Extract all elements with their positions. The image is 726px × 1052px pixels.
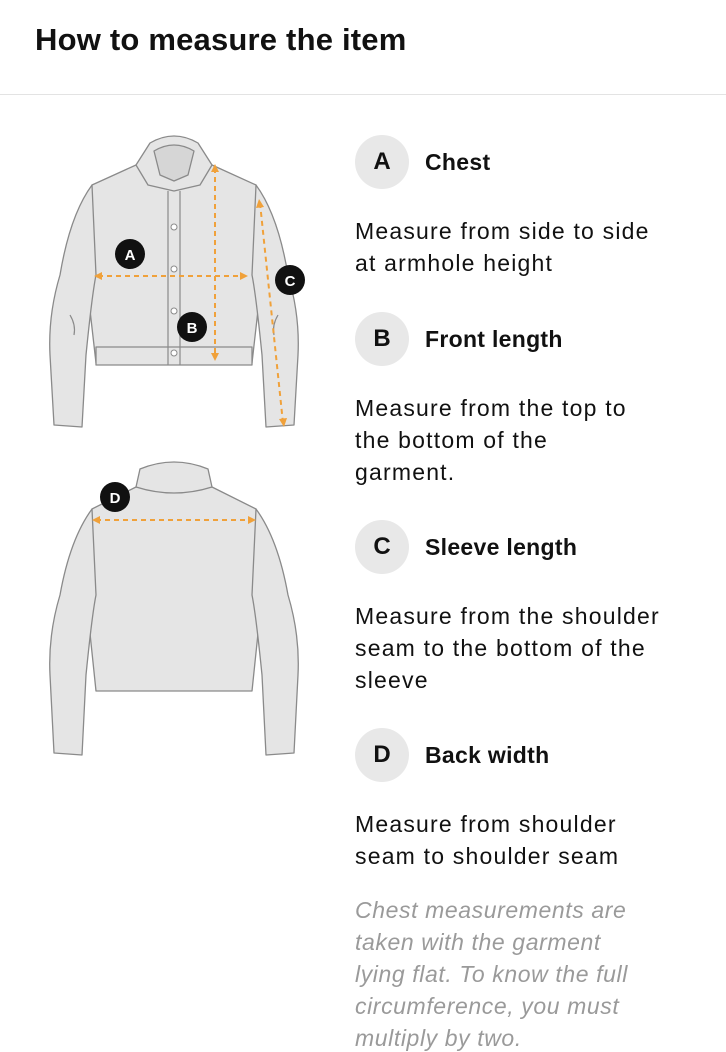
measurement-description — [355, 215, 715, 279]
measurement-back-width — [355, 728, 715, 872]
measurement-chest — [355, 135, 715, 279]
jacket-back-left-sleeve — [50, 509, 96, 755]
note-line: taken with the garment — [355, 929, 601, 955]
svg-text:B: B — [186, 320, 198, 337]
measurement-front-length — [355, 312, 715, 488]
jacket-front-collar-inner — [154, 145, 194, 181]
measurement-description — [355, 808, 715, 872]
jacket-back-right-sleeve — [252, 509, 298, 755]
note-line: Chest measurements are — [355, 897, 627, 923]
marker-b — [177, 312, 207, 342]
page-title: How to measure the item — [35, 22, 407, 57]
jacket-back — [50, 462, 299, 755]
header — [0, 0, 726, 95]
jacket-diagram — [40, 125, 320, 765]
measurement-title: Chest — [425, 148, 491, 175]
description-line: seam to the bottom of the — [355, 635, 646, 661]
note-line: multiply by two. — [355, 1025, 522, 1051]
measurement-illustration — [40, 125, 320, 765]
description-line: Measure from side to side — [355, 218, 650, 244]
description-line: sleeve — [355, 667, 429, 693]
svg-text:A: A — [124, 247, 136, 264]
jacket-front-left-sleeve — [50, 185, 96, 427]
measurement-title: Back width — [425, 741, 550, 768]
description-line: Measure from the top to — [355, 395, 627, 421]
measurement-title: Front length — [425, 325, 563, 352]
description-line: garment. — [355, 459, 456, 485]
note-line: lying flat. To know the full — [355, 961, 628, 987]
description-line: Measure from shoulder — [355, 811, 617, 837]
measurement-title: Sleeve length — [425, 533, 578, 560]
jacket-back-collar — [136, 462, 212, 493]
note-line: circumference, you must — [355, 993, 620, 1019]
description-line: seam to shoulder seam — [355, 843, 620, 869]
measurement-header — [355, 312, 715, 366]
letter-badge: A — [355, 135, 409, 189]
marker-a — [115, 239, 145, 269]
measurement-note — [355, 894, 705, 1052]
letter-badge: C — [355, 520, 409, 574]
measurement-description — [355, 392, 715, 488]
description-line: at armhole height — [355, 250, 554, 276]
measurement-header — [355, 728, 715, 782]
marker-c — [275, 265, 305, 295]
description-line: the bottom of the — [355, 427, 549, 453]
measurement-header — [355, 520, 715, 574]
letter-badge: D — [355, 728, 409, 782]
jacket-front-body — [84, 165, 264, 363]
jacket-back-body — [84, 487, 264, 691]
svg-text:D: D — [109, 490, 121, 507]
measurement-header — [355, 135, 715, 189]
description-line: Measure from the shoulder — [355, 603, 660, 629]
letter-badge: B — [355, 312, 409, 366]
measurement-description — [355, 600, 715, 696]
marker-d — [100, 482, 130, 512]
svg-text:C: C — [284, 273, 296, 290]
measurement-sleeve-length — [355, 520, 715, 696]
jacket-front — [50, 136, 299, 427]
jacket-front-right-sleeve — [252, 185, 298, 427]
